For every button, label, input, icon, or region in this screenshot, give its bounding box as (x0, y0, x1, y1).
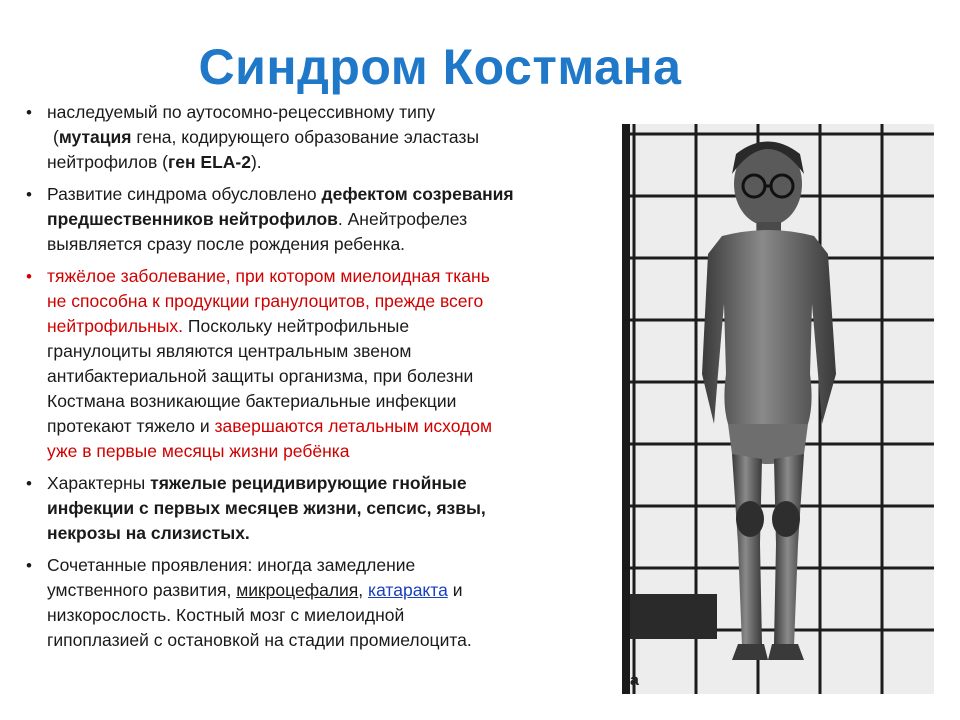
bullet-line (47, 471, 600, 496)
text: умственного развития, (47, 580, 237, 600)
bullet-inheritance (22, 100, 600, 175)
bullet-line (47, 182, 600, 207)
text: Характерны (47, 473, 151, 493)
bold-text: мутация (58, 127, 132, 147)
bullet-infections (22, 471, 600, 546)
bullet-line (47, 314, 600, 339)
bullet-list (22, 100, 600, 660)
cataract-link[interactable]: катаракта (368, 580, 448, 600)
text: ( (53, 127, 59, 147)
bullet-severity (22, 264, 600, 464)
bullet-line (47, 578, 600, 603)
bullet-associated (22, 553, 600, 653)
photo-graphic (622, 124, 934, 694)
red-text: завершаются летальным исходом (214, 416, 493, 436)
child-photo-icon (622, 124, 934, 694)
bullet-line: гранулоциты являются центральным звеном (47, 341, 412, 361)
text: Развитие синдрома обусловлено (47, 184, 322, 204)
bullet-line (47, 150, 600, 175)
bold-text: дефектом созревания (321, 184, 514, 204)
bullet-line: • Сочетанные проявления: иногда замедление (47, 555, 416, 575)
slide-title: Синдром Костмана (198, 39, 682, 95)
bullet-line (47, 207, 600, 232)
bold-text: тяжелые рецидивирующие гнойные (150, 473, 467, 493)
text: . Анейтрофелез (337, 209, 468, 229)
figure-label: а (630, 672, 639, 689)
text: протекают тяжело и (47, 416, 215, 436)
bullet-development (22, 182, 600, 257)
bullet-line (47, 496, 600, 521)
bullet-line: антибактериальной защиты организма, при болезни (47, 366, 474, 386)
bold-text: предшественников нейтрофилов (47, 209, 338, 229)
bullet-line: низкорослость. Костный мозг с миелоидной (47, 605, 405, 625)
bench (622, 594, 717, 639)
bullet-line (47, 521, 600, 546)
text: ). (250, 152, 262, 172)
bold-text: ген ELA-2 (167, 152, 251, 172)
bullet-line (47, 414, 600, 439)
bullet-line (47, 125, 600, 150)
bullet-line: выявляется сразу после рождения ребенка. (47, 234, 406, 254)
bullet-line: гипоплазией с остановкой на стадии промиелоцита. (47, 630, 472, 650)
bullet-line: Костмана возникающие бактериальные инфекции (47, 391, 457, 411)
red-text: нейтрофильных. (47, 316, 184, 336)
bold-text: некрозы на слизистых. (47, 523, 250, 543)
bullet-line: • наследуемый по аутосомно-рецессивному типу (47, 102, 436, 122)
text: , (358, 580, 369, 600)
bullet-line: не способна к продукции гранулоцитов, прежде всего (47, 291, 484, 311)
text: и (447, 580, 463, 600)
text: нейтрофилов ( (47, 152, 168, 172)
text: Поскольку нейтрофильные (183, 316, 410, 336)
microcephaly-link[interactable]: микроцефалия (236, 580, 359, 600)
bold-text: инфекции с первых месяцев жизни, сепсис, язвы, (47, 498, 486, 518)
bullet-line: уже в первые месяцы жизни ребёнка (47, 441, 350, 461)
text: гена, кодирующего образование эластазы (131, 127, 480, 147)
bullet-line: • тяжёлое заболевание, при котором миелоидная ткань (47, 266, 490, 286)
